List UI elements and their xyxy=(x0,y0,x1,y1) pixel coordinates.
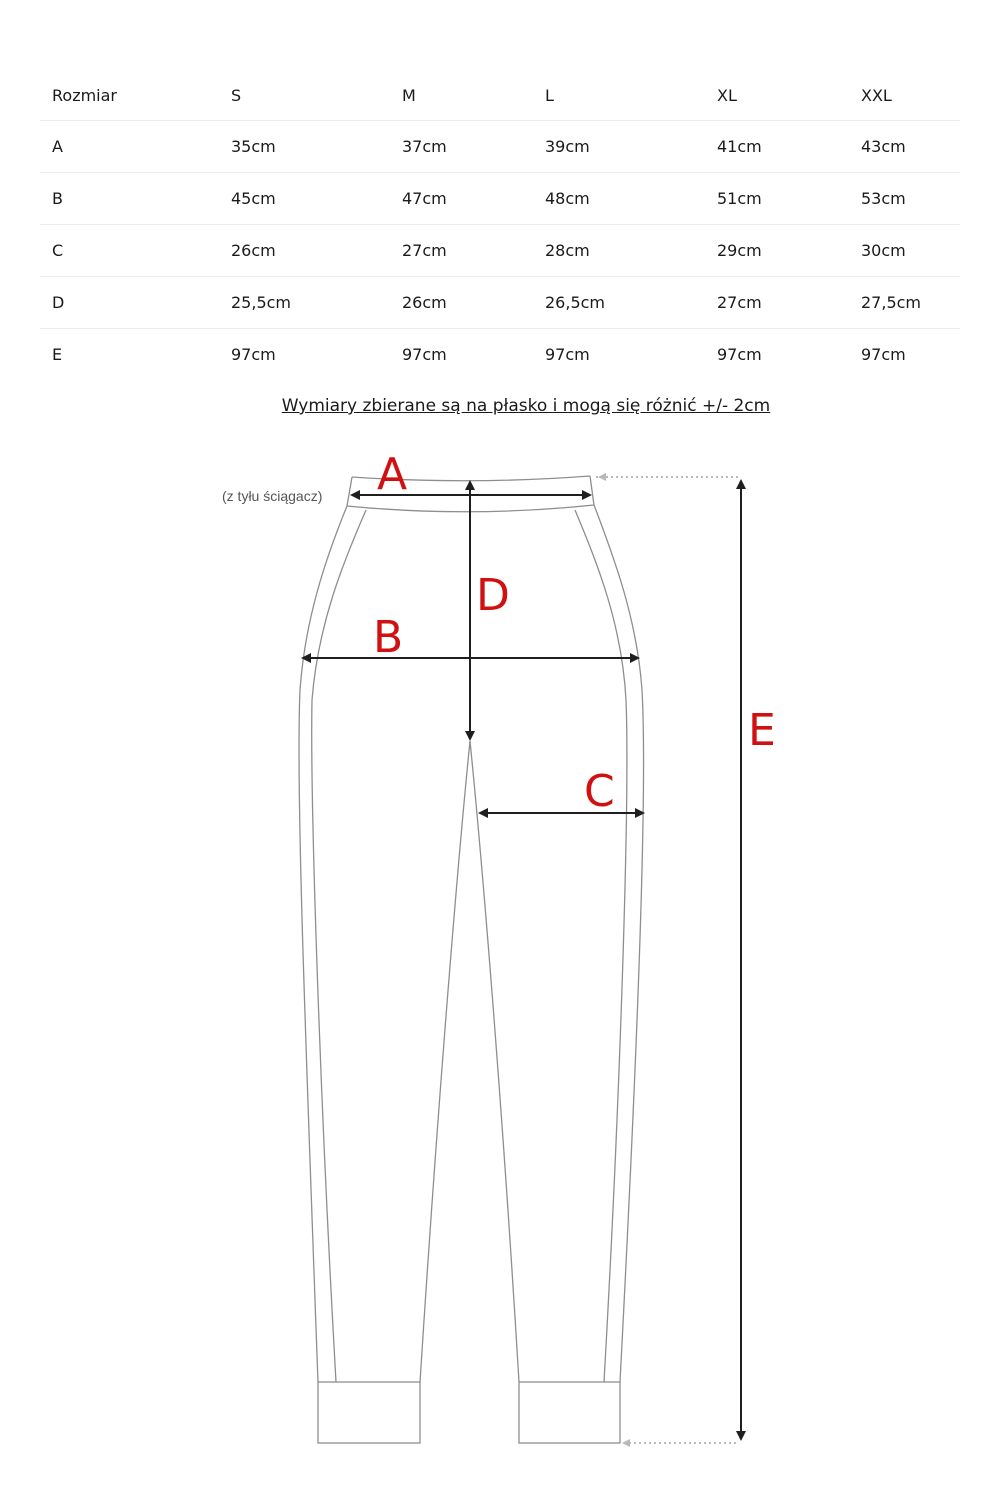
waistband-right-edge xyxy=(590,476,594,505)
row-label: B xyxy=(40,173,219,225)
measurement-note: Wymiary zbierane są na płasko i mogą się różnić +/- 2cm xyxy=(281,396,771,416)
row-label: C xyxy=(40,225,219,277)
table-cell: 39cm xyxy=(533,121,705,173)
waistband-note: (z tyłu ściągacz) xyxy=(222,488,323,504)
table-cell: 37cm xyxy=(390,121,533,173)
table-cell: 97cm xyxy=(231,345,276,364)
table-cell: 28cm xyxy=(533,225,705,277)
right-leg-stripe xyxy=(575,510,627,1382)
header-cell: XXL xyxy=(849,70,960,121)
left-leg-stripe xyxy=(312,510,366,1382)
right-leg-outer-seam xyxy=(594,505,644,1382)
table-cell: 27,5cm xyxy=(849,277,960,329)
table-cell: 97cm xyxy=(717,345,762,364)
right-leg-inner-seam xyxy=(470,741,519,1382)
left-leg-inner-seam xyxy=(420,741,470,1382)
table-cell: 51cm xyxy=(705,173,849,225)
table-cell: 26,5cm xyxy=(533,277,705,329)
table-cell: 43cm xyxy=(849,121,960,173)
table-cell: 97cm xyxy=(545,345,590,364)
table-cell: 25,5cm xyxy=(219,277,390,329)
pants-outline xyxy=(299,476,644,1443)
table-cell: 97cm xyxy=(402,345,447,364)
header-cell: M xyxy=(390,70,533,121)
arrow-e xyxy=(596,473,746,1447)
left-leg-outer-seam xyxy=(299,506,347,1382)
label-c: C xyxy=(584,766,615,817)
table-cell: 53cm xyxy=(849,173,960,225)
table-cell: 26cm xyxy=(219,225,390,277)
table-cell: 47cm xyxy=(390,173,533,225)
arrow-d xyxy=(465,480,475,741)
table-cell: 45cm xyxy=(219,173,390,225)
header-cell: L xyxy=(533,70,705,121)
table-cell: 27cm xyxy=(390,225,533,277)
header-cell: XL xyxy=(705,70,849,121)
label-e: E xyxy=(748,705,776,756)
label-a: A xyxy=(377,449,408,500)
header-cell: Rozmiar xyxy=(40,70,219,121)
table-cell: 41cm xyxy=(705,121,849,173)
header-cell: S xyxy=(219,70,390,121)
right-cuff xyxy=(519,1382,620,1443)
table-cell: 29cm xyxy=(705,225,849,277)
table-cell: 30cm xyxy=(849,225,960,277)
row-label: A xyxy=(40,121,219,173)
arrow-c xyxy=(478,808,645,818)
label-b: B xyxy=(373,612,404,663)
label-d: D xyxy=(476,570,510,621)
table-cell: 26cm xyxy=(390,277,533,329)
table-cell: 27cm xyxy=(705,277,849,329)
table-cell: 35cm xyxy=(219,121,390,173)
waistband-left-edge xyxy=(347,477,352,506)
left-cuff xyxy=(318,1382,420,1443)
row-label: E xyxy=(52,345,63,364)
table-cell: 48cm xyxy=(533,173,705,225)
row-label: D xyxy=(40,277,219,329)
table-cell: 97cm xyxy=(861,345,906,364)
